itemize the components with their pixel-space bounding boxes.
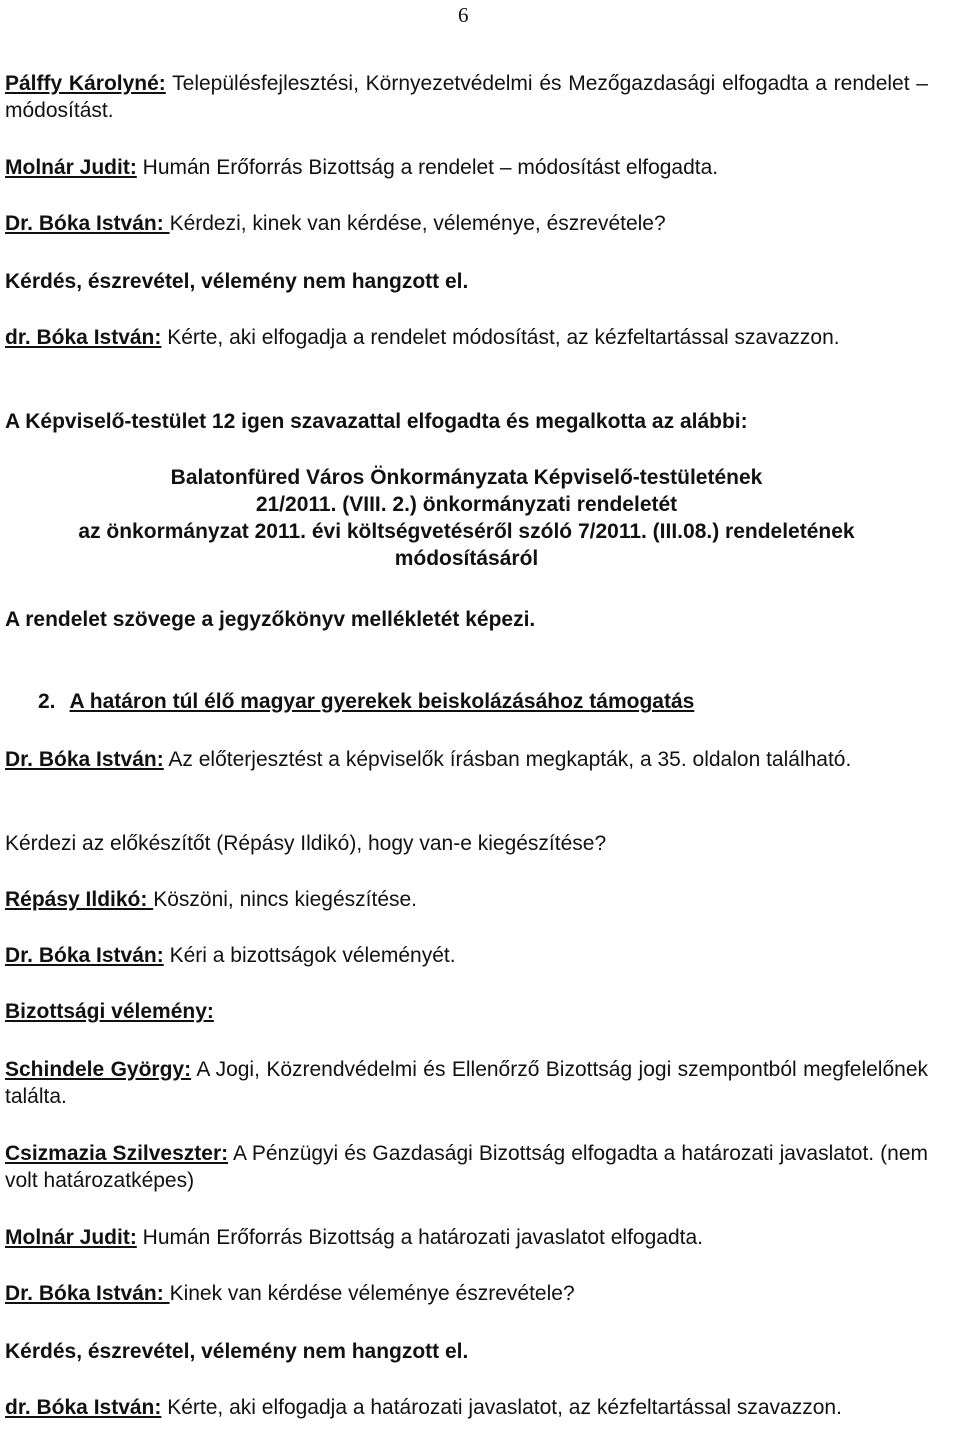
- decree-title-line: 21/2011. (VIII. 2.) önkormányzati rendeletét: [255, 493, 678, 516]
- paragraph-text: Kérdezi, kinek van kérdése, véleménye, észrevétele?: [169, 212, 666, 235]
- paragraph-text: Településfejlesztési, Környezetvédelmi és Mezőgazdasági elfogadta a rendelet – módosítást.: [5, 72, 928, 122]
- decree-title-line: Balatonfüred Város Önkormányzata Képviselő-testületének: [170, 466, 763, 489]
- paragraph-schindele: [5, 1056, 928, 1110]
- paragraph-vote-result: A Képviselő-testület 12 igen szavazattal elfogadta és megalkotta az alábbi:: [5, 410, 748, 433]
- paragraph-boka-vote-2: [5, 1394, 928, 1421]
- paragraph-text: Az előterjesztést a képviselők írásban megkapták, a 35. oldalon található.: [163, 748, 852, 771]
- paragraph-text: A Jogi, Közrendvédelmi és Ellenőrző Bizottság jogi szempontból megfelelőnek találta.: [5, 1058, 929, 1108]
- paragraph-text: Kérte, aki elfogadja a határozati javaslatot, az kézfeltartással szavazzon.: [161, 1396, 842, 1419]
- paragraph-boka-question: [5, 210, 928, 237]
- paragraph-annex-note: A rendelet szövege a jegyzőkönyv mellékletét képezi.: [5, 608, 536, 631]
- speaker-name: Molnár Judit:: [5, 156, 137, 179]
- paragraph-text: Humán Erőforrás Bizottság a rendelet – módosítást elfogadta.: [136, 156, 719, 179]
- speaker-name: Schindele György:: [5, 1058, 192, 1081]
- paragraph-palffy: [5, 70, 928, 124]
- speaker-name: Répásy Ildikó:: [5, 888, 154, 911]
- paragraph-no-question-2: Kérdés, észrevétel, vélemény nem hangzott el.: [5, 1340, 469, 1363]
- paragraph-molnar-2: [5, 1224, 928, 1251]
- section-title: A határon túl élő magyar gyerekek beiskolázásához támogatás: [69, 690, 695, 713]
- paragraph-boka-vote: [5, 324, 928, 351]
- paragraph-text: Humán Erőforrás Bizottság a határozati javaslatot elfogadta.: [136, 1226, 703, 1249]
- paragraph-text: Kinek van kérdése véleménye észrevétele?: [169, 1282, 575, 1305]
- speaker-name: Molnár Judit:: [5, 1226, 137, 1249]
- decree-title: [5, 464, 928, 572]
- paragraph-boka-proposal: [5, 746, 928, 773]
- paragraph-preparer-question: Kérdezi az előkészítőt (Répásy Ildikó), hogy van-e kiegészítése?: [5, 832, 607, 855]
- speaker-name: Csizmazia Szilveszter:: [5, 1142, 229, 1165]
- paragraph-repasy: [5, 886, 928, 913]
- speaker-name: Pálffy Károlyné:: [5, 72, 166, 95]
- paragraph-no-question: Kérdés, észrevétel, vélemény nem hangzott el.: [5, 270, 469, 293]
- speaker-name: Dr. Bóka István:: [5, 748, 164, 771]
- committee-opinion-heading: Bizottsági vélemény:: [5, 1000, 214, 1023]
- speaker-name: Dr. Bóka István:: [5, 944, 164, 967]
- speaker-name: dr. Bóka István:: [5, 1396, 162, 1419]
- paragraph-csizmazia: [5, 1140, 928, 1194]
- paragraph-text: A Pénzügyi és Gazdasági Bizottság elfogadta a határozati javaslatot. (nem volt határozatképes): [5, 1142, 928, 1192]
- paragraph-text: Köszöni, nincs kiegészítése.: [153, 888, 418, 911]
- paragraph-text: Kéri a bizottságok véleményét.: [163, 944, 456, 967]
- speaker-name: dr. Bóka István:: [5, 326, 162, 349]
- page-number: 6: [458, 3, 469, 27]
- speaker-name: Dr. Bóka István:: [5, 1282, 170, 1305]
- paragraph-text: Kérte, aki elfogadja a rendelet módosítást, az kézfeltartással szavazzon.: [161, 326, 840, 349]
- section-number: 2.: [38, 690, 56, 713]
- paragraph-boka-question-2: [5, 1280, 928, 1307]
- decree-title-line: az önkormányzat 2011. évi költségvetéséről szóló 7/2011. (III.08.) rendeletének: [78, 520, 855, 543]
- paragraph-molnar: [5, 154, 928, 181]
- decree-title-line: módosításáról: [394, 547, 539, 570]
- paragraph-boka-committees: [5, 942, 928, 969]
- section-heading: [38, 688, 918, 715]
- speaker-name: Dr. Bóka István:: [5, 212, 170, 235]
